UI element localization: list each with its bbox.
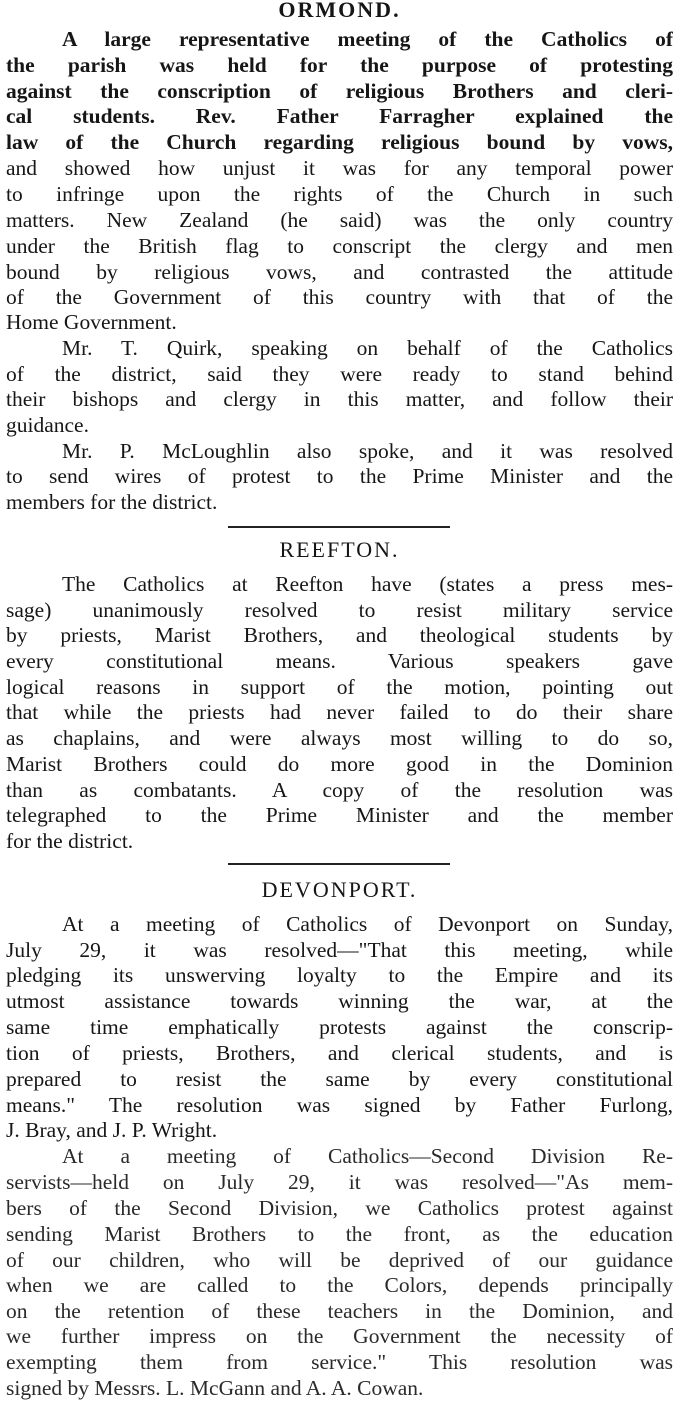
devonport-line: on the retention of these teachers in the Dominion, and	[6, 1299, 673, 1323]
reefton-line: for the district.	[6, 829, 134, 853]
devonport-line: we further impress on the Government the necessity of	[6, 1324, 673, 1348]
devonport-line: same time emphatically protests against the conscrip-	[6, 1015, 673, 1039]
ormond-line: of the Government of this country with that of the	[6, 285, 673, 309]
ormond-line: to send wires of protest to the Prime Minister and the	[6, 464, 673, 488]
ormond-line: the parish was held for the purpose of protesting	[6, 53, 673, 77]
reefton-line: Marist Brothers could do more good in the Dominion	[6, 752, 673, 776]
section-heading-reefton: REEFTON.	[279, 537, 400, 562]
devonport-line: sending Marist Brothers to the front, as the education	[6, 1222, 673, 1246]
reefton-line: The Catholics at Reefton have (states a press mes-	[62, 572, 673, 596]
ormond-line: law of the Church regarding religious bound by vows,	[6, 130, 673, 154]
ormond-line: and showed how unjust it was for any temporal power	[6, 156, 673, 180]
reefton-line: as chaplains, and were always most willing to do so,	[6, 726, 673, 750]
section-divider	[228, 526, 450, 528]
devonport-line: of our children, who will be deprived of our guidance	[6, 1248, 673, 1272]
reefton-line: by priests, Marist Brothers, and theological students by	[6, 623, 673, 647]
reefton-line: logical reasons in support of the motion, pointing out	[6, 675, 673, 699]
devonport-line: At a meeting of Catholics of Devonport on Sunday,	[62, 912, 673, 936]
ormond-line: under the British flag to conscript the clergy and men	[6, 234, 673, 258]
ormond-line: cal students. Rev. Father Farragher explained the	[6, 104, 673, 128]
ormond-line: Mr. P. McLoughlin also spoke, and it was resolved	[62, 439, 673, 463]
devonport-line: means." The resolution was signed by Father Furlong,	[6, 1093, 673, 1117]
devonport-line: prepared to resist the same by every constitutional	[6, 1067, 673, 1091]
devonport-line: At a meeting of Catholics—Second Division Re-	[62, 1144, 673, 1168]
ormond-line: their bishops and clergy in this matter, and follow their	[6, 387, 673, 411]
devonport-line: tion of priests, Brothers, and clerical students, and is	[6, 1041, 673, 1065]
section-divider	[228, 863, 450, 865]
devonport-line: exempting them from service." This resolution was	[6, 1350, 673, 1374]
ormond-line: guidance.	[6, 413, 89, 437]
devonport-line: pledging its unswerving loyalty to the Empire and its	[6, 963, 673, 987]
ormond-line: matters. New Zealand (he said) was the only country	[6, 208, 673, 232]
devonport-line: signed by Messrs. L. McGann and A. A. Cowan.	[6, 1376, 424, 1400]
ormond-line: A large representative meeting of the Catholics of	[62, 27, 673, 51]
section-heading-ormond: ORMOND.	[278, 0, 401, 22]
reefton-line: every constitutional means. Various speakers gave	[6, 649, 673, 673]
ormond-line: to infringe upon the rights of the Church in such	[6, 182, 673, 206]
devonport-line: when we are called to the Colors, depends principally	[6, 1273, 673, 1297]
devonport-line: J. Bray, and J. P. Wright.	[6, 1118, 218, 1142]
ormond-line: bound by religious vows, and contrasted the attitude	[6, 260, 673, 284]
reefton-line: sage) unanimously resolved to resist military service	[6, 598, 673, 622]
reefton-line: telegraphed to the Prime Minister and the member	[6, 803, 673, 827]
reefton-line: than as combatants. A copy of the resolution was	[6, 778, 673, 802]
section-heading-devonport: DEVONPORT.	[261, 877, 418, 902]
ormond-line: against the conscription of religious Brothers and cleri-	[6, 79, 673, 103]
ormond-line: Home Government.	[6, 310, 177, 334]
devonport-line: servists—held on July 29, it was resolved—"As mem-	[6, 1170, 673, 1194]
devonport-line: utmost assistance towards winning the war, at the	[6, 989, 673, 1013]
reefton-line: that while the priests had never failed to do their share	[6, 700, 673, 724]
devonport-line: July 29, it was resolved—"That this meeting, while	[6, 938, 673, 962]
devonport-line: bers of the Second Division, we Catholics protest against	[6, 1196, 673, 1220]
ormond-line: members for the district.	[6, 490, 218, 514]
ormond-line: Mr. T. Quirk, speaking on behalf of the Catholics	[62, 336, 673, 360]
ormond-line: of the district, said they were ready to stand behind	[6, 362, 673, 386]
